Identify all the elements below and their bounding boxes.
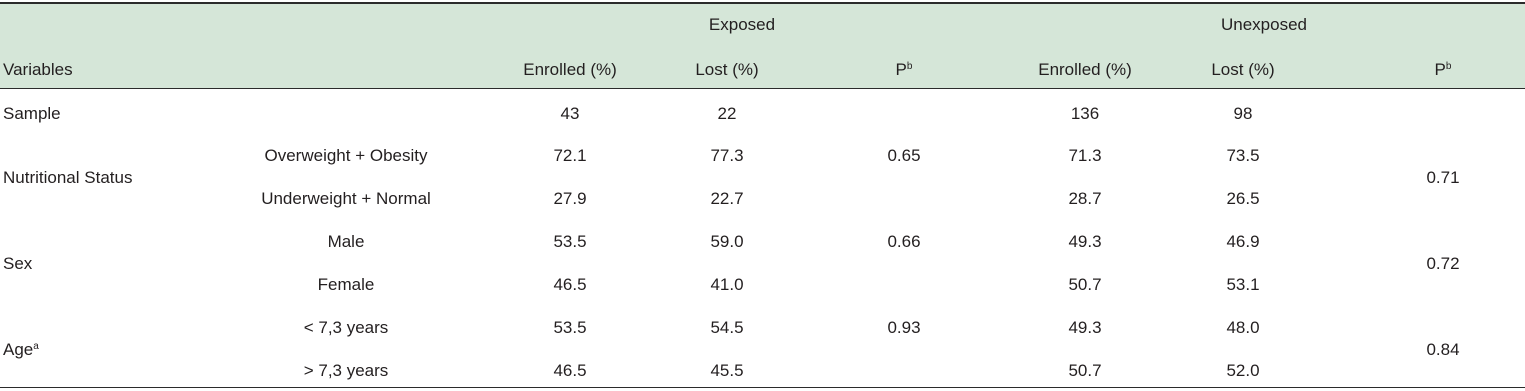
sex-r1-unexposed-lost: 46.9 xyxy=(1226,232,1260,251)
nutritional-cat-overweight: Overweight + Obesity xyxy=(264,146,428,165)
age-exposed-p: 0.93 xyxy=(887,318,921,337)
header-unexposed-enrolled: Enrolled (%) xyxy=(1038,60,1132,79)
nutritional-r1-exposed-enrolled: 72.1 xyxy=(553,146,587,165)
sex-cat-male: Male xyxy=(327,232,365,251)
age-r2-unexposed-enrolled: 50.7 xyxy=(1068,361,1102,380)
header-exposed-p: $P^b$ xyxy=(895,60,913,79)
header-exposed-lost: Lost (%) xyxy=(695,60,759,79)
row-sex-label: Sex xyxy=(3,254,33,273)
row-age-label: Age$^a$ xyxy=(3,340,39,359)
nutritional-unexposed-p: 0.71 xyxy=(1426,168,1460,187)
nutritional-r1-exposed-lost: 77.3 xyxy=(710,146,744,165)
sex-r1-exposed-lost: 59.0 xyxy=(710,232,744,251)
row-nutritional-label: Nutritional Status xyxy=(3,168,133,187)
row-sample-label: Sample xyxy=(3,104,61,123)
sex-exposed-p: 0.66 xyxy=(887,232,921,251)
sex-r2-unexposed-enrolled: 50.7 xyxy=(1068,275,1102,294)
table-bottom-rule xyxy=(0,387,1525,388)
nutritional-exposed-p: 0.65 xyxy=(887,146,921,165)
sex-r2-unexposed-lost: 53.1 xyxy=(1226,275,1260,294)
sex-cat-female: Female xyxy=(317,275,375,294)
sex-r1-exposed-enrolled: 53.5 xyxy=(553,232,587,251)
nutritional-r1-unexposed-lost: 73.5 xyxy=(1226,146,1260,165)
age-r2-exposed-enrolled: 46.5 xyxy=(553,361,587,380)
sample-exposed-enrolled: 43 xyxy=(560,104,580,123)
nutritional-r1-unexposed-enrolled: 71.3 xyxy=(1068,146,1102,165)
nutritional-cat-underweight: Underweight + Normal xyxy=(261,189,431,208)
sample-unexposed-lost: 98 xyxy=(1233,104,1253,123)
age-r1-unexposed-enrolled: 49.3 xyxy=(1068,318,1102,337)
age-r1-unexposed-lost: 48.0 xyxy=(1226,318,1260,337)
age-unexposed-p: 0.84 xyxy=(1426,340,1460,359)
age-r1-exposed-enrolled: 53.5 xyxy=(553,318,587,337)
age-r2-exposed-lost: 45.5 xyxy=(710,361,744,380)
sex-unexposed-p: 0.72 xyxy=(1426,254,1460,273)
nutritional-r2-exposed-lost: 22.7 xyxy=(710,189,744,208)
age-r1-exposed-lost: 54.5 xyxy=(710,318,744,337)
sample-exposed-lost: 22 xyxy=(717,104,737,123)
age-r2-unexposed-lost: 52.0 xyxy=(1226,361,1260,380)
table-header-rule xyxy=(0,88,1525,89)
sex-r2-exposed-lost: 41.0 xyxy=(710,275,744,294)
header-exposed-enrolled: Enrolled (%) xyxy=(523,60,617,79)
header-group-unexposed: Unexposed xyxy=(1220,15,1308,34)
header-variables: Variables xyxy=(3,60,73,79)
sex-r2-exposed-enrolled: 46.5 xyxy=(553,275,587,294)
table-top-rule xyxy=(0,2,1525,4)
age-cat-under: < 7,3 years xyxy=(303,318,389,337)
header-group-exposed: Exposed xyxy=(708,15,776,34)
sex-r1-unexposed-enrolled: 49.3 xyxy=(1068,232,1102,251)
nutritional-r2-unexposed-lost: 26.5 xyxy=(1226,189,1260,208)
age-cat-over: > 7,3 years xyxy=(303,361,389,380)
header-unexposed-lost: Lost (%) xyxy=(1211,60,1275,79)
header-unexposed-p: $P^b$ xyxy=(1434,60,1452,79)
nutritional-r2-exposed-enrolled: 27.9 xyxy=(553,189,587,208)
nutritional-r2-unexposed-enrolled: 28.7 xyxy=(1068,189,1102,208)
sample-unexposed-enrolled: 136 xyxy=(1070,104,1100,123)
